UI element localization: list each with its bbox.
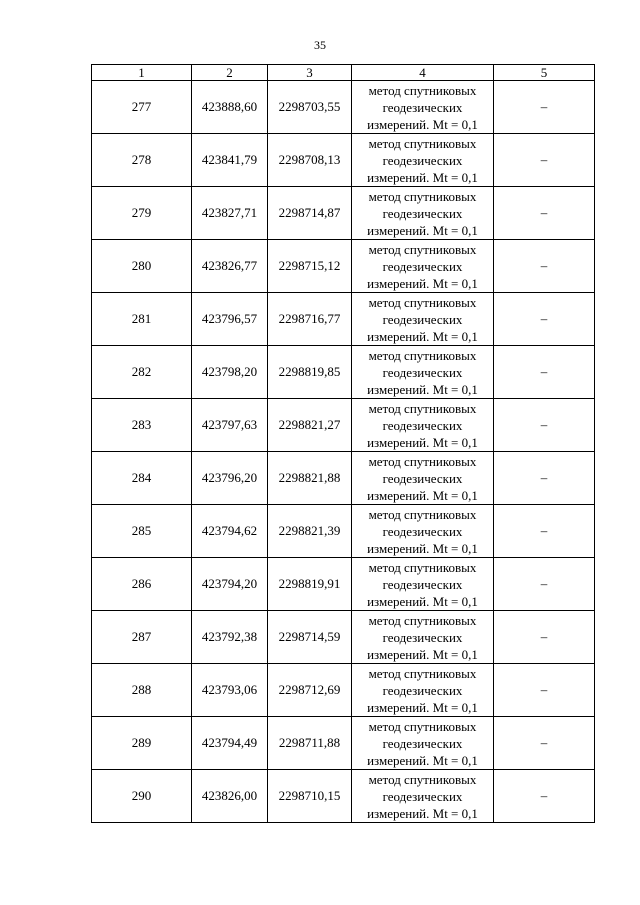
method-text-line: геодезических: [382, 576, 463, 592]
method-text-line: геодезических: [382, 629, 463, 645]
x-coordinate-cell: 423792,38: [192, 611, 268, 664]
x-coordinate-cell: 423888,60: [192, 81, 268, 134]
table-row: [92, 293, 595, 346]
method-text-line: геодезических: [382, 417, 463, 433]
method-text-line: метод спутниковых: [368, 347, 477, 363]
method-text-line: метод спутниковых: [368, 82, 477, 98]
method-text-line: метод спутниковых: [368, 506, 477, 522]
column-header: 5: [494, 65, 595, 81]
method-cell: [352, 452, 494, 505]
method-text-line: измерений. Mt = 0,1: [367, 381, 478, 397]
method-text-line: метод спутниковых: [368, 294, 477, 310]
y-coordinate-cell: 2298714,87: [268, 187, 352, 240]
method-text-line: измерений. Mt = 0,1: [367, 699, 478, 715]
table-row: [92, 505, 595, 558]
y-coordinate-cell: 2298716,77: [268, 293, 352, 346]
method-text-line: метод спутниковых: [368, 718, 477, 734]
method-cell: [352, 240, 494, 293]
method-text-line: измерений. Mt = 0,1: [367, 328, 478, 344]
x-coordinate-cell: 423794,20: [192, 558, 268, 611]
note-cell: –: [494, 505, 595, 558]
method-text-line: геодезических: [382, 258, 463, 274]
method-text-line: геодезических: [382, 99, 463, 115]
y-coordinate-cell: 2298708,13: [268, 134, 352, 187]
y-coordinate-cell: 2298711,88: [268, 717, 352, 770]
method-cell: [352, 611, 494, 664]
method-text-line: геодезических: [382, 311, 463, 327]
method-text-line: измерений. Mt = 0,1: [367, 487, 478, 503]
method-text-line: геодезических: [382, 735, 463, 751]
note-cell: –: [494, 770, 595, 823]
x-coordinate-cell: 423841,79: [192, 134, 268, 187]
method-cell: [352, 134, 494, 187]
method-cell: [352, 399, 494, 452]
method-text-line: измерений. Mt = 0,1: [367, 593, 478, 609]
method-text-line: измерений. Mt = 0,1: [367, 752, 478, 768]
note-cell: –: [494, 346, 595, 399]
method-cell: [352, 346, 494, 399]
y-coordinate-cell: 2298710,15: [268, 770, 352, 823]
table-row: [92, 770, 595, 823]
method-text-line: измерений. Mt = 0,1: [367, 169, 478, 185]
point-number-cell: 281: [92, 293, 192, 346]
y-coordinate-cell: 2298703,55: [268, 81, 352, 134]
method-text-line: геодезических: [382, 470, 463, 486]
method-text-line: метод спутниковых: [368, 559, 477, 575]
point-number-cell: 289: [92, 717, 192, 770]
method-cell: [352, 81, 494, 134]
note-cell: –: [494, 558, 595, 611]
method-cell: [352, 187, 494, 240]
method-cell: [352, 293, 494, 346]
coordinates-table: [91, 64, 595, 823]
note-cell: –: [494, 81, 595, 134]
point-number-cell: 284: [92, 452, 192, 505]
note-cell: –: [494, 134, 595, 187]
method-cell: [352, 505, 494, 558]
table-row: [92, 611, 595, 664]
table-row: [92, 187, 595, 240]
x-coordinate-cell: 423793,06: [192, 664, 268, 717]
note-cell: –: [494, 399, 595, 452]
table-header-row: [92, 65, 595, 81]
method-cell: [352, 770, 494, 823]
method-text-line: метод спутниковых: [368, 241, 477, 257]
method-text-line: измерений. Mt = 0,1: [367, 805, 478, 821]
table-row: [92, 452, 595, 505]
point-number-cell: 279: [92, 187, 192, 240]
table-row: [92, 346, 595, 399]
page-number: 35: [314, 38, 326, 52]
point-number-cell: 286: [92, 558, 192, 611]
x-coordinate-cell: 423798,20: [192, 346, 268, 399]
table-row: [92, 558, 595, 611]
table-row: [92, 717, 595, 770]
column-header: 4: [352, 65, 494, 81]
point-number-cell: 283: [92, 399, 192, 452]
point-number-cell: 282: [92, 346, 192, 399]
method-text-line: метод спутниковых: [368, 135, 477, 151]
point-number-cell: 277: [92, 81, 192, 134]
method-text-line: метод спутниковых: [368, 453, 477, 469]
point-number-cell: 278: [92, 134, 192, 187]
table-row: [92, 399, 595, 452]
point-number-cell: 288: [92, 664, 192, 717]
note-cell: –: [494, 664, 595, 717]
method-text-line: измерений. Mt = 0,1: [367, 116, 478, 132]
x-coordinate-cell: 423826,00: [192, 770, 268, 823]
note-cell: –: [494, 240, 595, 293]
y-coordinate-cell: 2298819,85: [268, 346, 352, 399]
method-text-line: геодезических: [382, 152, 463, 168]
x-coordinate-cell: 423796,20: [192, 452, 268, 505]
note-cell: –: [494, 293, 595, 346]
method-cell: [352, 664, 494, 717]
y-coordinate-cell: 2298819,91: [268, 558, 352, 611]
method-text-line: геодезических: [382, 205, 463, 221]
method-text-line: измерений. Mt = 0,1: [367, 434, 478, 450]
y-coordinate-cell: 2298821,27: [268, 399, 352, 452]
note-cell: –: [494, 452, 595, 505]
y-coordinate-cell: 2298712,69: [268, 664, 352, 717]
y-coordinate-cell: 2298714,59: [268, 611, 352, 664]
method-text-line: геодезических: [382, 523, 463, 539]
point-number-cell: 285: [92, 505, 192, 558]
method-text-line: измерений. Mt = 0,1: [367, 646, 478, 662]
column-header: 1: [92, 65, 192, 81]
note-cell: –: [494, 717, 595, 770]
point-number-cell: 280: [92, 240, 192, 293]
point-number-cell: 290: [92, 770, 192, 823]
x-coordinate-cell: 423826,77: [192, 240, 268, 293]
method-cell: [352, 717, 494, 770]
table-row: [92, 134, 595, 187]
x-coordinate-cell: 423797,63: [192, 399, 268, 452]
x-coordinate-cell: 423794,49: [192, 717, 268, 770]
table-row: [92, 664, 595, 717]
method-text-line: измерений. Mt = 0,1: [367, 222, 478, 238]
method-text-line: метод спутниковых: [368, 665, 477, 681]
table-row: [92, 81, 595, 134]
y-coordinate-cell: 2298821,88: [268, 452, 352, 505]
method-text-line: измерений. Mt = 0,1: [367, 275, 478, 291]
method-text-line: геодезических: [382, 682, 463, 698]
y-coordinate-cell: 2298715,12: [268, 240, 352, 293]
method-text-line: метод спутниковых: [368, 771, 477, 787]
method-text-line: измерений. Mt = 0,1: [367, 540, 478, 556]
column-header: 2: [192, 65, 268, 81]
x-coordinate-cell: 423827,71: [192, 187, 268, 240]
method-text-line: метод спутниковых: [368, 400, 477, 416]
x-coordinate-cell: 423794,62: [192, 505, 268, 558]
column-header: 3: [268, 65, 352, 81]
table-body: [92, 65, 595, 823]
x-coordinate-cell: 423796,57: [192, 293, 268, 346]
method-text-line: метод спутниковых: [368, 612, 477, 628]
y-coordinate-cell: 2298821,39: [268, 505, 352, 558]
note-cell: –: [494, 187, 595, 240]
note-cell: –: [494, 611, 595, 664]
method-text-line: геодезических: [382, 364, 463, 380]
table-row: [92, 240, 595, 293]
method-text-line: геодезических: [382, 788, 463, 804]
point-number-cell: 287: [92, 611, 192, 664]
method-text-line: метод спутниковых: [368, 188, 477, 204]
method-cell: [352, 558, 494, 611]
